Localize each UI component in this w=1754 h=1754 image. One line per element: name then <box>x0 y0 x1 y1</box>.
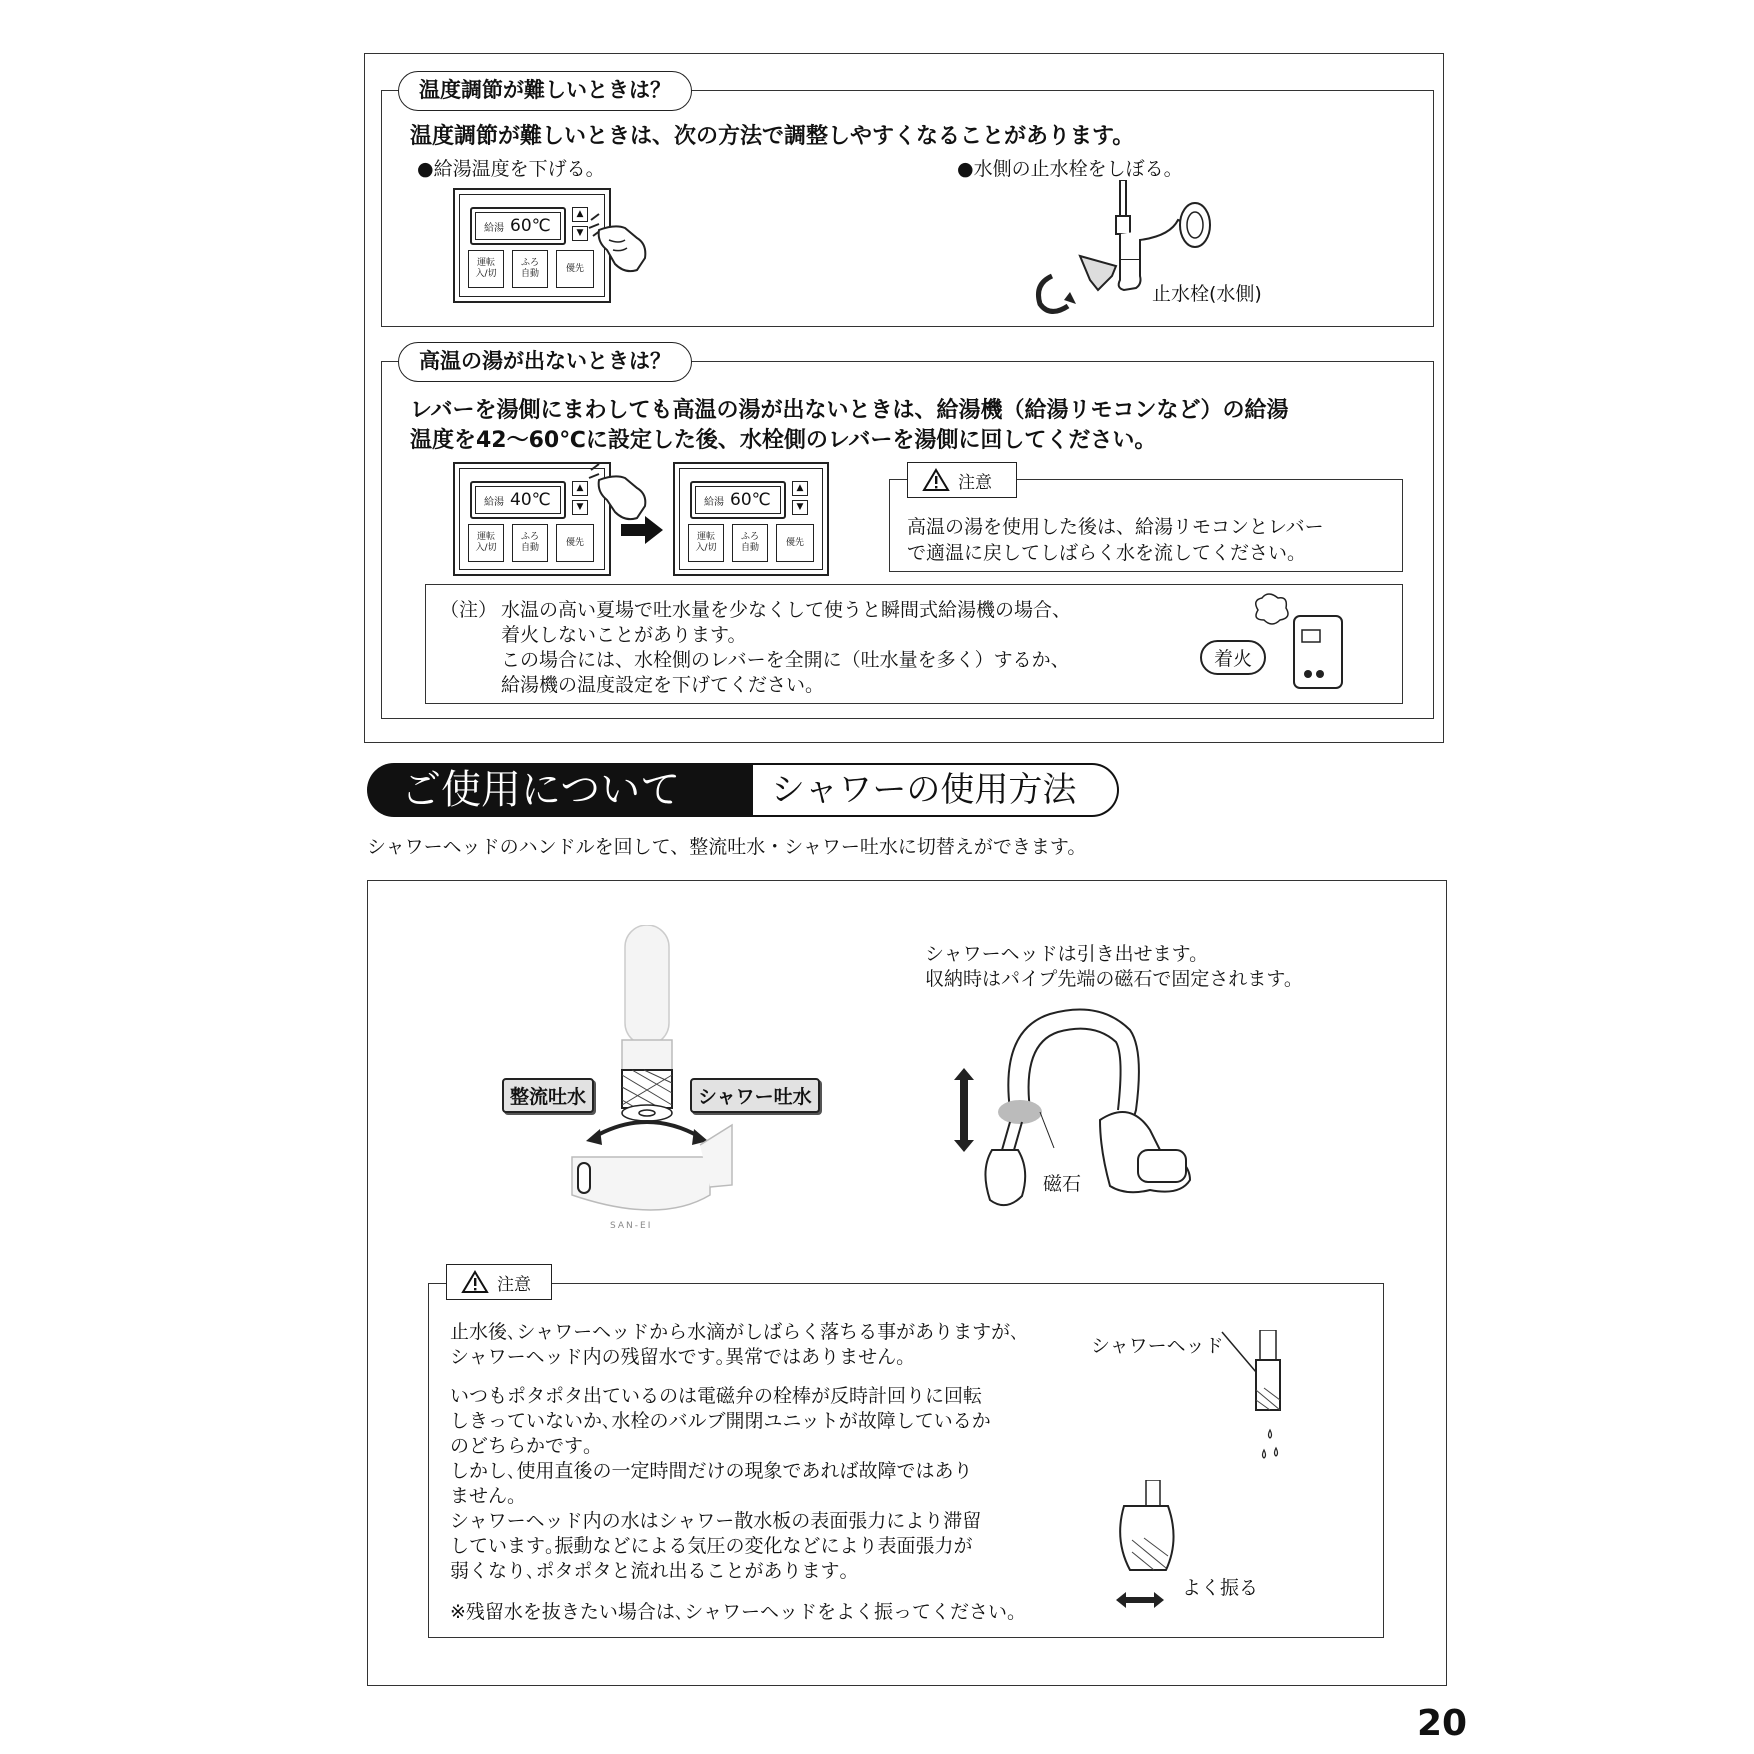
remote-priority-button[interactable]: 優先 <box>556 250 594 288</box>
temp-adjust-title: 温度調節が難しいときは？ <box>398 71 692 111</box>
no-hot-lead-1: レバーを湯側にまわしても高温の湯が出ないときは、給湯機（給湯リモコンなど）の給湯 <box>410 398 1289 423</box>
right-arrow-icon <box>621 516 663 544</box>
caution-line-2: シャワーヘッド内の残留水です｡異常ではありません｡ <box>450 1346 906 1368</box>
note-line-3: この場合には、水栓側のレバーを全開に（吐水量を多く）するか、 <box>501 649 1070 671</box>
caution-tab-bottom <box>446 1264 552 1300</box>
pull-out-line-2: 収納時はパイプ先端の磁石で固定されます。 <box>925 968 1303 990</box>
caution-line-6: しかし､使用直後の一定時間だけの現象であれば故障ではあり <box>450 1460 973 1482</box>
temp-adjust-bullet-2: ●水側の止水栓をしぼる。 <box>957 158 1183 180</box>
down-arrow-icon[interactable]: ▼ <box>572 226 588 241</box>
temp-adjust-bullet-1: ●給湯温度を下げる。 <box>417 158 605 180</box>
down-arrow-icon[interactable]: ▼ <box>572 500 588 515</box>
note-line-1: 水温の高い夏場で吐水量を少なくして使うと瞬間式給湯機の場合、 <box>501 599 1072 621</box>
remote-priority-button[interactable]: 優先 <box>776 524 814 562</box>
down-arrow-icon[interactable]: ▼ <box>792 500 808 515</box>
warning-icon <box>461 1270 489 1294</box>
remote-bath-button[interactable]: ふろ 自動 <box>512 524 548 562</box>
tag-straight-flow: 整流吐水 <box>502 1078 594 1113</box>
valve-label: 止水栓(水側) <box>1152 283 1262 305</box>
caution-line-1: 止水後､シャワーヘッドから水滴がしばらく落ちる事がありますが､ <box>450 1321 1020 1343</box>
caution-line-5: のどちらかです｡ <box>450 1435 593 1457</box>
ignite-badge: 着火 <box>1200 640 1266 675</box>
remote-power-button[interactable]: 運転 入/切 <box>688 524 724 562</box>
hand-press-icon <box>585 462 655 522</box>
caution-line-8: シャワーヘッド内の水はシャワー散水板の表面張力により滞留 <box>450 1510 982 1532</box>
remote-priority-button[interactable]: 優先 <box>556 524 594 562</box>
caution-label: 注意 <box>497 1274 531 1295</box>
remote-temp-b: 40℃ <box>510 490 551 510</box>
caution-line-7: ません｡ <box>450 1485 517 1507</box>
section-heading-white: シャワーの使用方法 <box>751 763 1119 817</box>
shower-head-label: シャワーヘッド <box>1091 1335 1224 1357</box>
note-line-4: 給湯機の温度設定を下げてください。 <box>501 674 825 696</box>
shake-label: よく振る <box>1182 1577 1259 1599</box>
section-intro: シャワーヘッドのハンドルを回して、整流吐水・シャワー吐水に切替えができます。 <box>367 836 1087 858</box>
caution-line-10: 弱くなり､ポタポタと流れ出ることがあります｡ <box>450 1560 850 1582</box>
pull-out-faucet-illustration <box>930 1000 1210 1250</box>
temp-adjust-lead: 温度調節が難しいときは、次の方法で調整しやすくなることがあります。 <box>410 124 1135 149</box>
water-heater-icon <box>1248 590 1348 700</box>
section-heading-black: ご使用について <box>367 763 753 817</box>
up-arrow-icon[interactable]: ▲ <box>572 207 588 222</box>
page-number: 20 <box>1417 1703 1468 1744</box>
caution-text-1: 高温の湯を使用した後は、給湯リモコンとレバー <box>907 516 1324 538</box>
warning-icon <box>922 468 950 492</box>
magnet-label: 磁石 <box>1043 1173 1082 1195</box>
remote-bath-button[interactable]: ふろ 自動 <box>512 250 548 288</box>
hand-press-icon <box>585 210 655 275</box>
remote-power-button[interactable]: 運転 入/切 <box>468 524 504 562</box>
no-hot-lead-2: 温度を42〜60℃に設定した後、水栓側のレバーを湯側に回してください。 <box>410 428 1157 453</box>
tag-shower-flow: シャワー吐水 <box>690 1078 820 1113</box>
remote-power-button[interactable]: 運転 入/切 <box>468 250 504 288</box>
remote-lcd-c: 給湯 60℃ <box>690 481 786 519</box>
caution-text-2: で適温に戻してしばらく水を流してください。 <box>907 542 1307 564</box>
note-mark: （注） <box>440 599 498 621</box>
pull-out-line-1: シャワーヘッドは引き出せます。 <box>925 943 1209 965</box>
brand-mark: SAN-EI <box>610 1221 653 1231</box>
up-arrow-icon[interactable]: ▲ <box>792 481 808 496</box>
caution-line-9: しています｡振動などによる気圧の変化などにより表面張力が <box>450 1535 973 1557</box>
caution-line-4: しきっていないか､水栓のバルブ開閉ユニットが故障しているか <box>450 1410 991 1432</box>
remote-temp-a: 60℃ <box>510 216 551 236</box>
remote-lcd-b: 給湯 40℃ <box>470 481 566 519</box>
remote-bath-button[interactable]: ふろ 自動 <box>732 524 768 562</box>
dripping-shower-head-icon <box>1220 1330 1300 1470</box>
caution-tab-top <box>907 462 1017 498</box>
remote-temp-c: 60℃ <box>730 490 771 510</box>
note-line-2: 着火しないことがあります。 <box>501 624 747 646</box>
caution-label: 注意 <box>958 472 992 493</box>
up-arrow-icon[interactable]: ▲ <box>572 481 588 496</box>
remote-panel-c <box>673 462 829 576</box>
remote-lcd-a: 給湯 60℃ <box>470 207 566 245</box>
no-hot-title: 高温の湯が出ないときは？ <box>398 342 692 382</box>
caution-line-3: いつもポタポタ出ているのは電磁弁の栓棒が反時計回りに回転 <box>450 1385 983 1407</box>
caution-line-11: ※残留水を抜きたい場合は､シャワーヘッドをよく振ってください｡ <box>450 1601 1017 1623</box>
